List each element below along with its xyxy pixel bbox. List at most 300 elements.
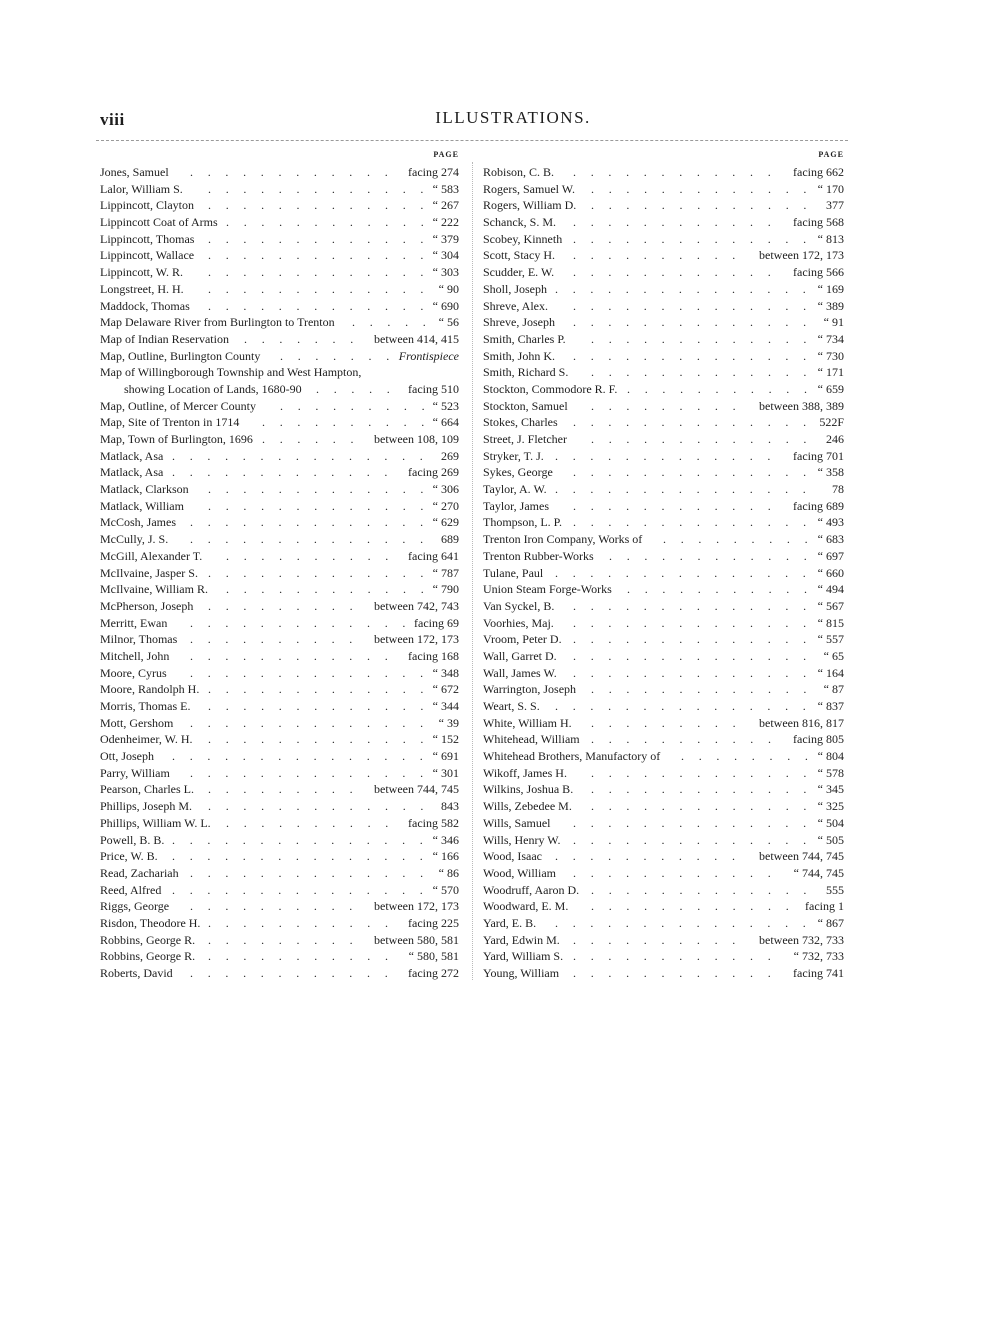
leader-dots: ............ [573, 949, 786, 964]
entry-page-ref: facing 662 [793, 165, 844, 179]
entry-page-ref: facing 582 [408, 815, 459, 830]
index-entry [483, 815, 844, 832]
entry-name: Yard, E. B. [483, 915, 537, 930]
index-entry [100, 481, 459, 498]
index-entry [100, 765, 459, 782]
entry-name: White, William H. [483, 715, 572, 730]
index-entry [483, 281, 844, 298]
leader-dots: ......... [591, 715, 751, 730]
leader-dots: ........... [208, 949, 403, 964]
entry-page-ref: facing 641 [408, 548, 459, 563]
leader-dots: ........ [681, 749, 823, 764]
index-entry [100, 181, 459, 198]
leader-dots: ............. [591, 765, 822, 780]
index-entry [483, 181, 844, 198]
entry-name: Scobey, Kinneth [483, 231, 563, 246]
entry-page-ref: “ 557 [817, 632, 844, 647]
leader-dots: ............... [172, 882, 438, 897]
entry-page-ref: “ 301 [432, 765, 459, 780]
entry-name: Whitehead Brothers, Manufactory of [483, 749, 661, 764]
column-head-page: PAGE [818, 150, 844, 159]
entry-name: Rogers, William D. [483, 198, 577, 213]
leader-dots: .............. [190, 665, 438, 680]
entry-name: Trenton Rubber-Works [483, 548, 594, 563]
index-entry [483, 264, 844, 281]
entry-page-ref [399, 348, 459, 365]
entry-page-ref: “ 629 [432, 515, 459, 530]
index-entry [100, 648, 459, 665]
entry-page-ref: “ 664 [432, 415, 459, 430]
leader-dots: ............ [573, 865, 786, 880]
leader-dots: .............. [573, 832, 821, 847]
index-entry [483, 715, 844, 732]
leader-dots: .............. [573, 515, 821, 530]
entry-name: Weart, S. S. [483, 699, 540, 713]
index-entry [483, 431, 844, 448]
leader-dots: .............. [573, 632, 821, 647]
leader-dots: ........... [591, 732, 786, 747]
index-entry [100, 381, 459, 398]
entry-page-ref: between 172, 173 [374, 899, 459, 914]
entry-page-ref: facing 274 [408, 165, 459, 179]
entry-name: Map, Town of Burlington, 1696 [100, 432, 253, 446]
entry-name: Reed, Alfred [100, 882, 162, 897]
entry-name: Taylor, A. W. [483, 482, 547, 497]
entry-name: Lalor, William S. [100, 181, 183, 196]
leader-dots: ............. [190, 615, 421, 630]
entry-page-ref: “ 164 [817, 665, 844, 680]
index-entry [483, 681, 844, 698]
index-entry [483, 598, 844, 615]
index-entry [100, 331, 459, 348]
leader-dots: ......... [208, 782, 368, 797]
entry-name: Schanck, S. M. [483, 215, 556, 230]
entry-page-ref: “ 505 [817, 832, 844, 847]
entry-name: Smith, Richard S. [483, 365, 569, 380]
index-entry [100, 464, 459, 481]
entry-name: Phillips, Joseph M. [100, 799, 193, 814]
index-entry [483, 531, 844, 548]
entry-page-ref: “ 504 [817, 815, 844, 830]
entry-name: Merritt, Ewan [100, 615, 168, 630]
leader-dots: ............ [226, 582, 439, 597]
entry-name: Longstreet, H. H. [100, 281, 184, 296]
entry-page-ref: “ 358 [817, 465, 844, 480]
index-entry [100, 681, 459, 698]
entry-name: Map Delaware River from Burlington to Trenton [100, 315, 335, 330]
entry-page-ref: “ 344 [432, 699, 459, 713]
leader-dots: ............. [208, 298, 439, 313]
entry-page-ref: “ 379 [432, 231, 459, 246]
leader-dots: ............. [591, 682, 822, 697]
leader-dots: ............... [555, 482, 821, 497]
entries-right [483, 164, 844, 982]
index-entry [100, 731, 459, 748]
entry-page-ref: “ 90 [438, 281, 459, 296]
entry-name: McGill, Alexander T. [100, 548, 203, 563]
index-entry [100, 281, 459, 298]
entry-name: McIlvaine, William R. [100, 582, 208, 597]
entry-name: Parry, William [100, 765, 170, 780]
leader-dots: ............ [609, 548, 822, 563]
entry-name: Phillips, William W. L. [100, 815, 211, 830]
entry-page-ref: between 414, 415 [374, 331, 459, 346]
entry-page-ref: facing 225 [408, 915, 459, 930]
entry-page-ref: between 388, 389 [759, 398, 844, 413]
leader-dots: ............. [208, 799, 439, 814]
entry-name: Warrington, Joseph [483, 682, 577, 697]
index-entry [100, 565, 459, 582]
index-entry [100, 548, 459, 565]
entry-page-ref: “ 660 [817, 565, 844, 580]
entry-page-ref: “ 790 [432, 582, 459, 597]
entry-name: Robison, C. B. [483, 165, 555, 179]
entry-page-ref: “ 787 [432, 565, 459, 580]
index-entry [483, 648, 844, 665]
entry-name: Map, Outline, of Mercer County [100, 398, 256, 413]
index-entry [100, 531, 459, 548]
entry-name: Odenheimer, W. H. [100, 732, 193, 747]
index-entry [100, 448, 459, 465]
index-entry [483, 765, 844, 782]
entry-name: Scott, Stacy H. [483, 248, 555, 263]
index-entry [483, 581, 844, 598]
index-entry [483, 231, 844, 248]
entry-name: Lippincott, Clayton [100, 198, 194, 213]
entry-name: Sholl, Joseph [483, 281, 548, 296]
leader-dots: ............... [172, 749, 438, 764]
entry-name: Wilkins, Joshua B. [483, 782, 574, 797]
entry-page-ref: between 742, 743 [374, 598, 459, 613]
index-entry [100, 197, 459, 214]
entry-name: Jones, Samuel [100, 165, 169, 179]
entry-page-ref: “ 691 [432, 749, 459, 764]
index-entry [483, 348, 844, 365]
leader-dots: .............. [573, 598, 821, 613]
leader-dots: ............. [591, 331, 822, 346]
entry-page-ref: facing 510 [408, 381, 459, 396]
leader-dots: ............. [208, 181, 439, 196]
entry-name: Matlack, Asa [100, 448, 164, 463]
index-entry [483, 798, 844, 815]
entry-name: Matlack, Asa [100, 465, 164, 480]
entry-name: Wills, Samuel [483, 815, 551, 830]
index-entry [100, 815, 459, 832]
leader-dots: ............. [591, 799, 822, 814]
index-entry [483, 448, 844, 465]
entry-page-ref: between 744, 745 [374, 782, 459, 797]
entry-page-ref: “ 152 [432, 732, 459, 747]
leader-dots: ............... [172, 448, 438, 463]
leader-dots: ............... [555, 915, 821, 930]
entry-page-ref: between 172, 173 [374, 632, 459, 647]
leader-dots: .......... [190, 632, 367, 647]
leader-dots: ..... [316, 381, 405, 396]
leader-dots: ........... [555, 849, 750, 864]
leader-dots: ............. [591, 365, 822, 380]
index-entry [100, 431, 459, 448]
leader-dots: .............. [573, 348, 821, 363]
index-entry [100, 832, 459, 849]
leader-dots: .............. [190, 532, 438, 547]
index-entry [100, 498, 459, 515]
leader-dots: .............. [573, 815, 821, 830]
header-rule [96, 140, 848, 141]
index-entry [100, 264, 459, 281]
index-entry [483, 214, 844, 231]
index-entry [100, 364, 459, 381]
entry-name: Wikoff, James H. [483, 765, 567, 780]
entry-page-ref: “ 56 [438, 315, 459, 330]
leader-dots: ...... [262, 432, 369, 446]
entry-name: Wall, James W. [483, 665, 557, 680]
index-entry [483, 615, 844, 632]
index-entry [100, 698, 459, 715]
leader-dots: ............... [172, 849, 438, 864]
entry-name: Robbins, George R. [100, 949, 196, 964]
index-entry [100, 715, 459, 732]
index-entry [483, 748, 844, 765]
entry-name: Sykes, George [483, 465, 553, 480]
entry-name: Taylor, James [483, 498, 549, 513]
entry-page-ref: “ 91 [823, 315, 844, 330]
leader-dots: .............. [573, 231, 821, 246]
leader-dots: .......... [262, 415, 439, 430]
leader-dots: ............. [208, 281, 439, 296]
entry-page-ref-italic: Frontispiece [398, 348, 459, 363]
page-number: viii [100, 110, 125, 129]
leader-dots: ............ [591, 899, 804, 914]
leader-dots: .............. [190, 515, 438, 530]
entry-name: Milnor, Thomas [100, 632, 178, 647]
entry-page-ref: “ 734 [817, 331, 844, 346]
entry-page-ref: 246 [826, 432, 844, 446]
entry-page-ref: “ 87 [823, 682, 844, 697]
leader-dots: .............. [573, 315, 821, 330]
entry-name: Lippincott, Wallace [100, 248, 195, 263]
leader-dots: .............. [573, 298, 821, 313]
leader-dots: ............... [172, 832, 438, 847]
leader-dots: ........... [208, 915, 403, 930]
index-entry [100, 882, 459, 899]
leader-dots: .............. [573, 415, 821, 430]
index-entry [100, 781, 459, 798]
entry-name: Stockton, Commodore R. F. [483, 381, 618, 396]
entry-page-ref: “ 578 [817, 765, 844, 780]
entry-name: Trenton Iron Company, Works of [483, 532, 643, 547]
entry-name: Rogers, Samuel W. [483, 181, 575, 196]
leader-dots: .......... [226, 815, 403, 830]
entry-page-ref: “ 389 [817, 298, 844, 313]
leader-dots: ......... [591, 398, 751, 413]
entry-page-ref: facing 1 [805, 899, 844, 914]
entry-name: Map, Outline, Burlington County [100, 348, 261, 363]
index-entry [100, 598, 459, 615]
leader-dots: ............... [555, 281, 821, 296]
entry-page-ref: “ 325 [817, 799, 844, 814]
entry-name: Wills, Zebedee M. [483, 799, 572, 814]
entries-left [100, 164, 459, 982]
leader-dots: ....... [244, 331, 368, 346]
entry-page-ref: “ 697 [817, 548, 844, 563]
entry-name: Map, Site of Trenton in 1714 [100, 415, 240, 430]
leader-dots: ....... [280, 348, 404, 363]
entry-page-ref: between 732, 733 [759, 932, 844, 947]
entry-name: Matlack, William [100, 498, 184, 513]
entry-page-ref: facing 168 [408, 648, 459, 663]
entry-name: Pearson, Charles L. [100, 782, 194, 797]
entry-name: McCosh, James [100, 515, 176, 530]
index-entry [483, 631, 844, 648]
entry-page-ref: “ 494 [817, 582, 844, 597]
index-entry [100, 748, 459, 765]
entry-name: Voorhies, Maj. [483, 615, 554, 630]
leader-dots: ............. [591, 882, 822, 897]
index-entry [100, 932, 459, 949]
entry-page-ref: “ 306 [432, 482, 459, 497]
leader-dots: ........... [627, 381, 822, 396]
leader-dots: ......... [280, 398, 440, 413]
index-entry [483, 848, 844, 865]
leader-dots: .............. [573, 648, 821, 663]
entry-page-ref: “ 837 [817, 699, 844, 713]
entry-name: Shreve, Alex. [483, 298, 548, 313]
index-entry [483, 882, 844, 899]
index-entry [100, 665, 459, 682]
entry-page-ref: between 816, 817 [759, 715, 844, 730]
leader-dots: ......... [208, 932, 368, 947]
leader-dots: .............. [573, 615, 821, 630]
leader-dots: .............. [190, 865, 438, 880]
index-entry [100, 398, 459, 415]
entry-page-ref: “ 345 [817, 782, 844, 797]
index-entry [483, 414, 844, 431]
entry-name: Shreve, Joseph [483, 315, 555, 330]
entry-page-ref: “ 867 [817, 915, 844, 930]
leader-dots: ............ [190, 165, 403, 179]
entry-page-ref: “ 170 [817, 181, 844, 196]
index-column-left [100, 150, 459, 982]
index-entry [483, 364, 844, 381]
entry-page-ref: facing 805 [793, 732, 844, 747]
entry-page-ref: “ 493 [817, 515, 844, 530]
entry-name: showing Location of Lands, 1680-90 [124, 381, 302, 396]
leader-dots: ............. [208, 565, 439, 580]
leader-dots: ............ [573, 165, 786, 179]
entry-name: Moore, Cyrus [100, 665, 167, 680]
leader-dots: ..... [352, 315, 441, 330]
leader-dots: ............. [591, 782, 822, 797]
entry-page-ref: “ 171 [817, 365, 844, 380]
entry-name: Moore, Randolph H. [100, 682, 200, 697]
entry-name: McIlvaine, Jasper S. [100, 565, 198, 580]
leader-dots: .............. [573, 465, 821, 480]
entry-name: Wills, Henry W. [483, 832, 561, 847]
index-entry [100, 514, 459, 531]
index-entry [483, 381, 844, 398]
entry-name: Riggs, George [100, 899, 170, 914]
entry-page-ref: “ 348 [432, 665, 459, 680]
index-entry [483, 865, 844, 882]
leader-dots: ............. [208, 732, 439, 747]
entry-page-ref: “ 815 [817, 615, 844, 630]
entry-page-ref: 377 [826, 198, 844, 213]
entry-page-ref: facing 272 [408, 966, 459, 980]
leader-dots: ............. [208, 482, 439, 497]
leader-dots: .......... [226, 548, 403, 563]
entry-name: Wall, Garret D. [483, 648, 557, 663]
index-entry [483, 665, 844, 682]
index-entry [100, 414, 459, 431]
index-entry [100, 798, 459, 815]
entry-name: Smith, John K. [483, 348, 556, 363]
page-title: ILLUSTRATIONS. [435, 108, 591, 127]
index-entry [100, 898, 459, 915]
entry-page-ref: “ 813 [817, 231, 844, 246]
entry-page-ref: “ 222 [432, 215, 459, 230]
leader-dots: ............ [190, 648, 403, 663]
entry-page-ref: “ 86 [438, 865, 459, 880]
index-entry [100, 298, 459, 315]
entry-page-ref: “ 683 [817, 532, 844, 547]
index-entry [483, 731, 844, 748]
entry-name: Vroom, Peter D. [483, 632, 562, 647]
leader-dots: ......... [208, 598, 368, 613]
entry-page-ref: “ 570 [432, 882, 459, 897]
entry-page-ref: “ 65 [823, 648, 844, 663]
entry-name: Whitehead, William [483, 732, 580, 747]
index-entry [483, 331, 844, 348]
index-entry [483, 314, 844, 331]
entry-page-ref: 555 [826, 882, 844, 897]
entry-page-ref: 78 [832, 482, 844, 497]
entry-page-ref: “ 346 [432, 832, 459, 847]
entry-page-ref: “ 744, 745 [793, 865, 844, 880]
entry-name: Woodruff, Aaron D. [483, 882, 580, 897]
leader-dots: ............. [208, 498, 439, 513]
entry-name: Union Steam Forge-Works [483, 582, 612, 597]
index-entry [100, 348, 459, 365]
entry-page-ref: “ 270 [432, 498, 459, 513]
entry-name: Scudder, E. W. [483, 265, 555, 280]
entry-name: Stokes, Charles [483, 415, 558, 430]
entry-name: Tulane, Paul [483, 565, 544, 580]
index-entry [483, 781, 844, 798]
leader-dots: ............ [190, 966, 403, 980]
entry-name: Yard, William S. [483, 949, 564, 964]
entry-page-ref: 522F [819, 415, 844, 430]
entry-name: Morris, Thomas E. [100, 699, 191, 713]
index-entry [100, 214, 459, 231]
entry-name: Risdon, Theodore H. [100, 915, 201, 930]
leader-dots: ............. [208, 198, 439, 213]
leader-dots: .............. [190, 765, 438, 780]
entry-page-ref: “ 304 [432, 248, 459, 263]
entry-page-ref: “ 169 [817, 281, 844, 296]
leader-dots: ............. [591, 198, 822, 213]
entry-name: Woodward, E. M. [483, 899, 569, 914]
entry-name: Young, William [483, 966, 560, 980]
index-entry [483, 481, 844, 498]
index-entry [100, 865, 459, 882]
entry-page-ref: between 108, 109 [374, 432, 459, 446]
leader-dots: ............. [208, 699, 439, 713]
leader-dots: .......... [573, 932, 750, 947]
leader-dots: ............... [555, 565, 821, 580]
entry-name: Lippincott, Thomas [100, 231, 195, 246]
leader-dots: .............. [573, 665, 821, 680]
index-entry [483, 832, 844, 849]
